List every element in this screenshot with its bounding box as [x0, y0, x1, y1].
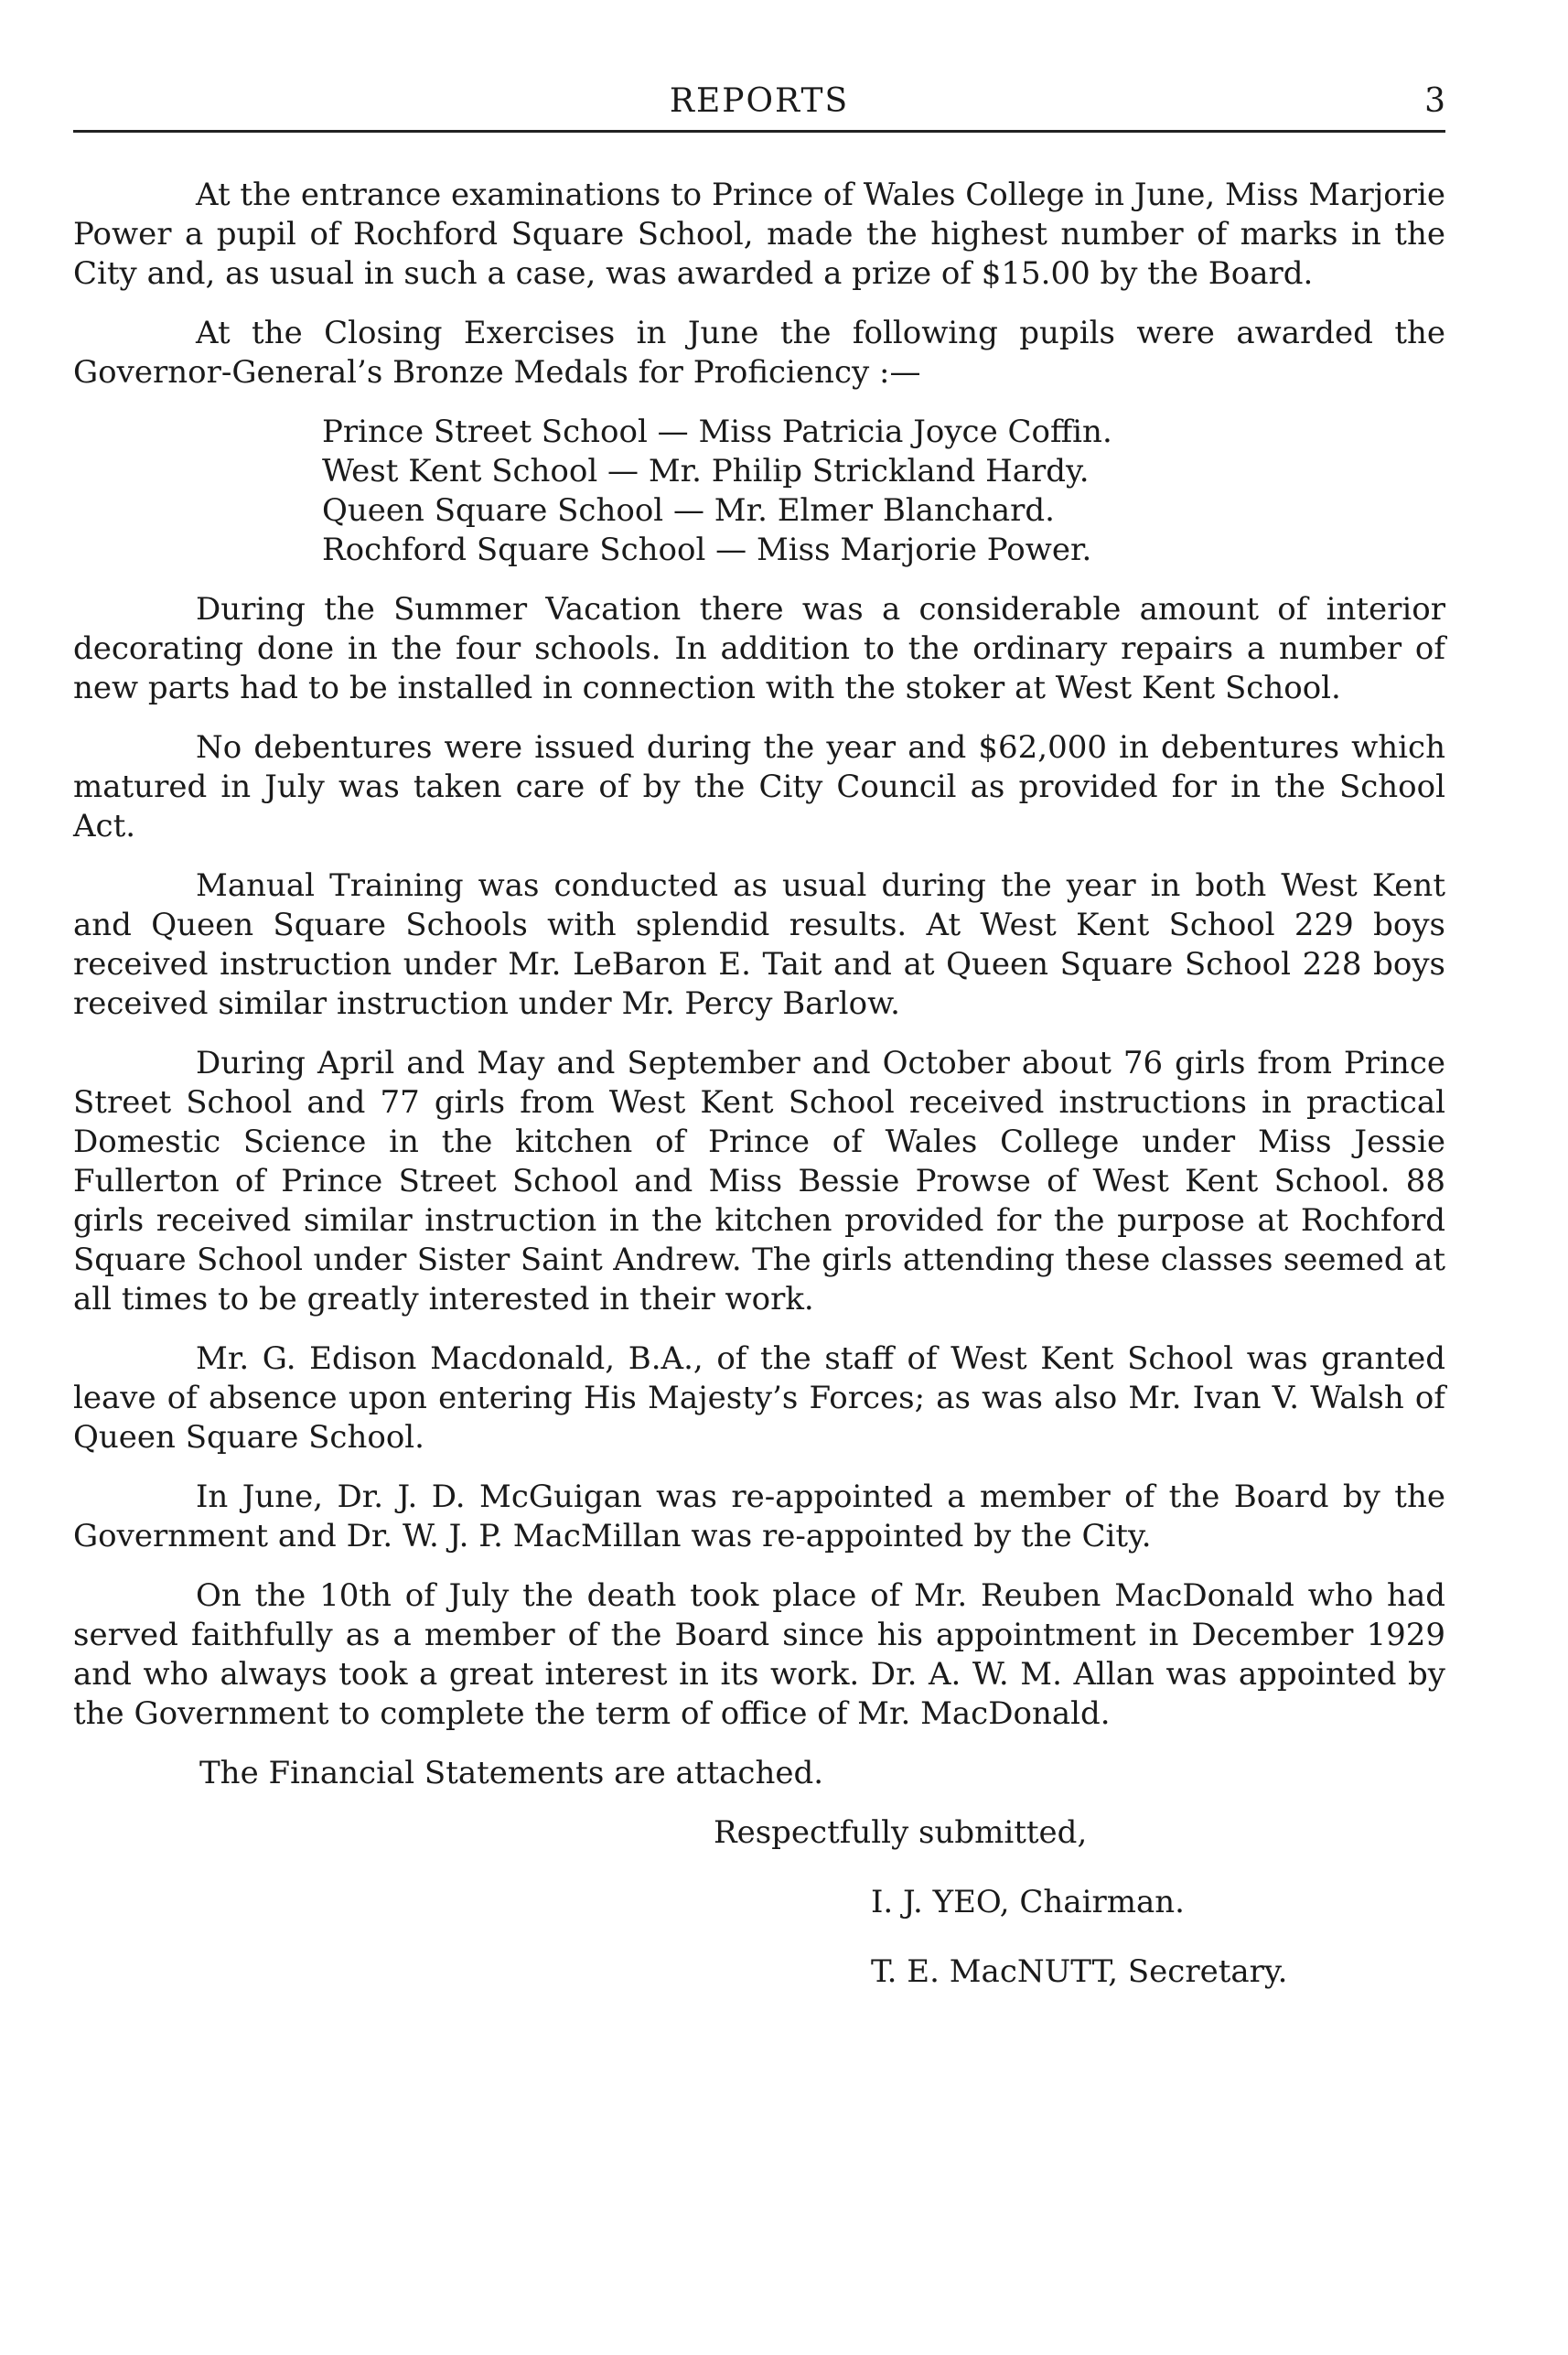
paragraph-manual-training: Manual Training was conducted as usual during the year in both West Kent and Queen Square Schools with splendid results. At West Kent School 229 boys received instruction under Mr. LeBaron E. Tait and at Queen Square School 228 boys received similar instruction under Mr. Percy Barlow. [73, 867, 1445, 1022]
paragraph-summer-vacation: During the Summer Vacation there was a considerable amount of interior decorating done in the four schools. In addition to the ordinary repairs a number of new parts had to be installed in connection with the stoker at West Kent School. [73, 591, 1445, 706]
medal-list [73, 413, 1445, 570]
paragraph-leave-of-absence: Mr. G. Edison Macdonald, B.A., of the staff of West Kent School was granted leave of absence upon entering His Majesty’s Forces; as was also Mr. Ivan V. Walsh of Queen Square School. [73, 1340, 1445, 1456]
paragraph-reappointments: In June, Dr. J. D. McGuigan was re-appointed a member of the Board by the Government and Dr. W. J. P. MacMillan was re-appointed by the City. [73, 1479, 1445, 1554]
header-rule [73, 130, 1445, 133]
paragraph-closing-exercises: At the Closing Exercises in June the following pupils were awarded the Governor-General’s Bronze Medals for Proficiency :— [73, 315, 1445, 391]
closing-salutation: Respectfully submitted, [714, 1814, 1088, 1851]
page-header [73, 82, 1445, 128]
medal-item: Queen Square School — Mr. Elmer Blanchard. [322, 492, 1055, 529]
paragraph-financial-statements: The Financial Statements are attached. [199, 1755, 824, 1791]
report-body [73, 176, 1445, 1990]
paragraph-entrance-exams: At the entrance examinations to Prince of Wales College in June, Miss Marjorie Power a pupil of Rochford Square School, made the highest number of marks in the City and, as usual in such a case, was awarded a prize of $15.00 by the Board. [73, 177, 1445, 292]
medal-item: West Kent School — Mr. Philip Strickland Hardy. [322, 453, 1090, 489]
page-number: 3 [1424, 82, 1445, 120]
chairman-signature: I. J. YEO, Chairman. [871, 1884, 1185, 1920]
medal-item: Prince Street School — Miss Patricia Joyce Coffin. [322, 414, 1112, 450]
paragraph-debentures: No debentures were issued during the year and $62,000 in debentures which matured in July was taken care of by the City Council as provided for in the School Act. [73, 729, 1445, 844]
running-head: REPORTS [669, 82, 850, 120]
secretary-signature: T. E. MacNUTT, Secretary. [871, 1953, 1288, 1990]
paragraph-domestic-science: During April and May and September and October about 76 girls from Prince Street School and 77 girls from West Kent School received instructions in practical Domestic Science in the kitchen of Prince of Wales College under Miss Jessie Fullerton of Prince Street School and Miss Bessie Prowse of West Kent School. 88 girls received similar instruction in the kitchen provided for the purpose at Rochford Square School under Sister Saint Andrew. The girls attending these classes seemed at all times to be greatly interested in their work. [73, 1045, 1445, 1317]
paragraph-death-notice: On the 10th of July the death took place of Mr. Reuben MacDonald who had served faithfully as a member of the Board since his appointment in December 1929 and who always took a great interest in its work. Dr. A. W. M. Allan was appointed by the Government to complete the term of office of Mr. MacDonald. [73, 1577, 1445, 1732]
medal-item: Rochford Square School — Miss Marjorie Power. [322, 532, 1092, 568]
